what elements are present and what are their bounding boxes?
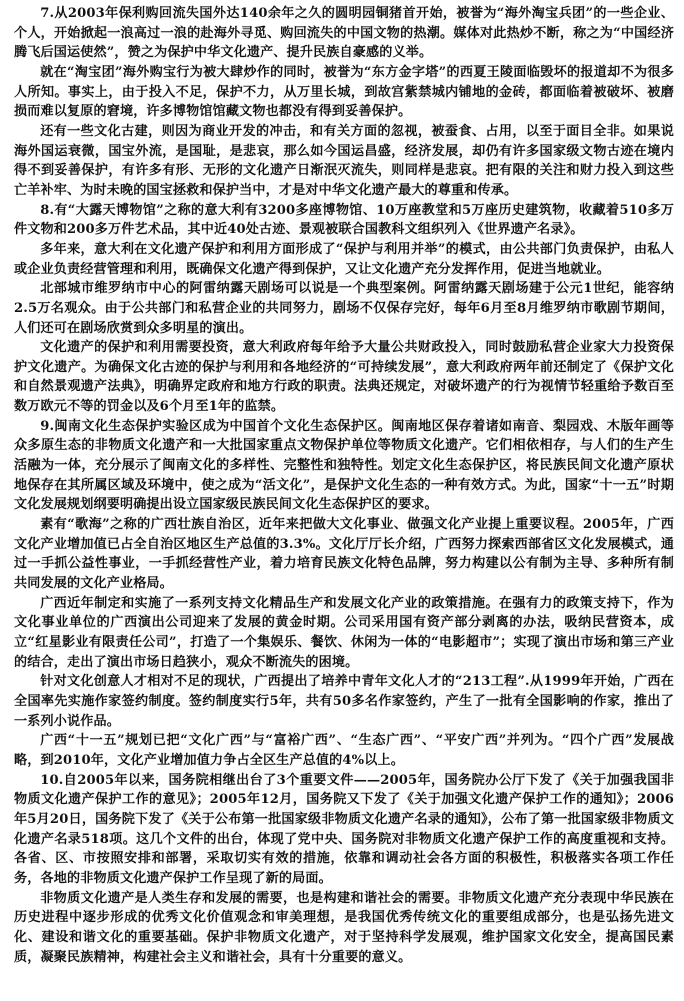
paragraph-10-state-council-documents: 10.自2005年以来，国务院相继出台了3个重要文件——2005年，国务院办公厅下发了《关于加强我国非物质文化遗产保护工作的意见》；2005年12月，国务院又下发了《关于加强文化遗产保护工作的通知》；2006年5月20日，国务院下发了《关于公布第一批国家级非物质文化遗产名录的通知》，公布了第一批国家级非物质文化遗产名录518项。这几个文件的出台，体现了党中央、国务院对非物质文化遗产保护工作的高度重视和支持。各省、区、市按照安排和部署，采取切实有效的措施，依靠和调动社会各方面的积极性，积极落实各项工作任务，各地的非物质文化遗产保护工作呈现了新的局面。 [14, 772, 674, 886]
paragraph-8-italy-museums: 8.有“大露天博物馆”之称的意大利有3200多座博物馆、10万座教堂和5万座历史建筑物，收藏着510多万件文物和200多万件艺术品，其中近40处古迹、景观被联合国教科文组织列入《世界遗产名录》。 [14, 202, 674, 238]
paragraph-guangxi-policies: 广西近年制定和实施了一系列支持文化精品生产和发展文化产业的政策措施。在强有力的政策支持下，作为文化事业单位的广西演出公司迎来了发展的黄金时期。公司采用国有资产部分剥离的办法，吸纳民营资本，成立“红星影业有限责任公司”，打造了一个集娱乐、餐饮、休闲为一体的“电影超市”；实现了演出市场和第三产业的结合，走出了演出市场日趋狭小，观众不断流失的困境。 [14, 595, 674, 670]
paragraph-9-minnan-ecology: 9.闽南文化生态保护实验区成为中国首个文化生态保护区。闽南地区保存着诸如南音、梨园戏、木版年画等众多原生态的非物质文化遗产和一大批国家重点文物保护单位等物质文化遗产。它们相依相存，与人们的生产生活融为一体，充分展示了闽南文化的多样性、完整性和独特性。划定文化生态保护区，将民族民间文化遗产原状地保存在其所属区域及环境中，使之成为“活文化”，是保护文化生态的一种有效方式。为此，国家“十一五”时期文化发展规划纲要明确提出设立国家级民族民间文化生态保护区的要求。 [14, 418, 674, 513]
paragraph-commercial-development: 还有一些文化古建，则因为商业开发的冲击，和有关方面的忽视，被蚕食、占用，以至于面目全非。如果说海外国运衰微，国宝外流，是国耻，是悲哀，那么如今国运昌盛，经济发展，却仍有许多国家级文物古迹在境内得不到妥善保护，有许多有形、无形的文化遗产日渐泯灭流失，则同样是悲哀。把有限的关注和财力投入到这些亡羊补牢、为时未晚的国宝拯救和保护当中，才是对中华文化遗产最大的尊重和传承。 [14, 123, 674, 198]
document-body [14, 4, 674, 967]
paragraph-verona-arena: 北部城市维罗纳市中心的阿雷纳露天剧场可以说是一个典型案例。阿雷纳露天剧场建于公元1世纪，能容纳2.5万名观众。由于公共部门和私营企业的共同努力，剧场不仅保存完好，每年6月至8月维罗纳市歌剧节期间，人们还可在剧场欣赏到众多明星的演出。 [14, 281, 674, 336]
paragraph-guangxi-213-project: 针对文化创意人才相对不足的现状，广西提出了培养中青年文化人才的“213工程”.从1999年开始，广西在全国率先实施作家签约制度。签约制度实行5年，共有50多名作家签约，产生了一批有全国影响的作家，推出了一系列小说作品。 [14, 674, 674, 729]
paragraph-italy-investment-law: 文化遗产的保护和利用需要投资，意大利政府每年给予大量公共财政投入，同时鼓励私营企业家大力投资保护文化遗产。为确保文化古迹的保护与利用和各地经济的“可持续发展”，意大利政府两年前还制定了《保护文化和自然景观遗产法典》，明确界定政府和地方行政的职责。法典还规定，对破坏遗产的行为视情节轻重给予数百至数万欧元不等的罚金以及6个月至1年的监禁。 [14, 340, 674, 415]
paragraph-four-guangxi: 广西“十一五”规划已把“文化广西”与“富裕广西”、“生态广西”、“平安广西”并列为。“四个广西”发展战略，到2010年，文化产业增加值力争占全区生产总值的4%以上。 [14, 733, 674, 768]
paragraph-guangxi-culture-industry: 素有“歌海”之称的广西壮族自治区，近年来把做大文化事业、做强文化产业提上重要议程。2005年，广西文化产业增加值已占全自治区地区生产总值的3.3%。文化厅厅长介绍，广西努力探索西部省区文化发展模式，通过一手抓公益性事业，一手抓经营性产业，着力培育民族文化特色品牌，努力构建以公有制为主导、多种所有制共同发展的文化产业格局。 [14, 517, 674, 592]
paragraph-7-baoli-pig-head: 7.从2003年保利购回流失国外达140余年之久的圆明园铜猪首开始，被誉为“海外淘宝兵团”的一些企业、个人，开始掀起一浪高过一浪的赴海外寻觅、购回流失的中国文物的热潮。媒体对此热炒不断，称之为“中国经济腾飞后国运使然”，赞之为保护中华文化遗产、提升民族自豪感的义举。 [14, 6, 674, 61]
paragraph-xixia-tombs: 就在“淘宝团”海外购宝行为被大肆炒作的同时，被誉为“东方金字塔”的西夏王陵面临毁坏的报道却不为很多人所知。事实上，由于投入不足，保护不力，从万里长城，到故宫紫禁城内铺地的金砖，都面临着被破坏、被磨损而难以复原的窘境，许多博物馆馆藏文物也都没有得到妥善保护。 [14, 64, 674, 120]
paragraph-intangible-heritage-significance: 非物质文化遗产是人类生存和发展的需要，也是构建和谐社会的需要。非物质文化遗产充分表现中华民族在历史进程中逐步形成的优秀文化价值观念和审美理想，是我国优秀传统文化的重要组成部分，也是弘扬先进文化、建设和谐文化的重要基础。保护非物质文化遗产，对于坚持科学发展观，维护国家文化安全，提高国民素质，凝聚民族精神，构建社会主义和谐社会，具有十分重要的意义。 [14, 890, 674, 965]
paragraph-italy-protection-model: 多年来，意大利在文化遗产保护和利用方面形成了“保护与利用并举”的模式，由公共部门负责保护，由私人或企业负责经营管理和利用，既确保文化遗产得到保护，又让文化遗产充分发挥作用，促进当地就业。 [14, 241, 674, 277]
